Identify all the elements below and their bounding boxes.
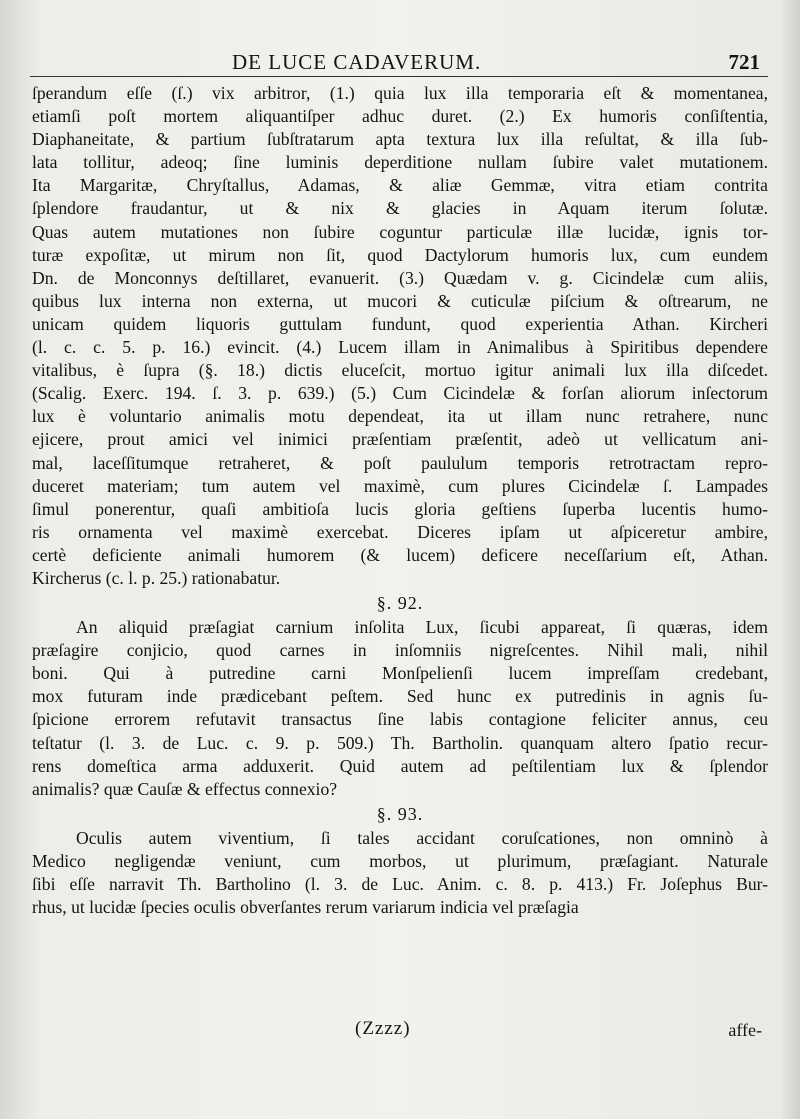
text-line: ejicere, prout amici vel inimici præſentiam præſentit, adeò ut vellicatum ani- bbox=[32, 429, 768, 450]
text-line: An aliquid præſagiat carnium inſolita Lux, ſicubi appareat, ſi quæras, idem bbox=[76, 617, 768, 638]
text-line: Ita Margaritæ, Chryſtallus, Adamas, & aliæ Gemmæ, vitra etiam contrita bbox=[32, 175, 768, 196]
text-line: rhus, ut lucidæ ſpecies oculis obverſantes rerum variarum indicia vel præſagia bbox=[32, 897, 579, 918]
text-line: ris ornamenta vel maximè exercebat. Diceres ipſam ut aſpiceretur ambire, bbox=[32, 521, 768, 542]
text-line: boni. Qui à putredine carni Monſpelienſi lucem impreſſam credebant, bbox=[32, 663, 768, 684]
text-line: lata tollitur, adeoq; ſine luminis deperditione nullam ſubire valet mutationem. bbox=[32, 152, 768, 173]
signature-mark: (Zzzz) bbox=[355, 1018, 411, 1039]
header-rule bbox=[30, 76, 768, 77]
text-line: ſpicione errorem refutavit transactus ſine labis contagione feliciter annus, ceu bbox=[32, 709, 768, 730]
text-line: Quas autem mutationes non ſubire coguntur particulæ illæ lucidæ, ignis tor- bbox=[32, 221, 768, 242]
section-heading: §. 93. bbox=[376, 803, 424, 824]
page-number: 721 bbox=[728, 50, 760, 74]
paragraph-p3 bbox=[32, 801, 768, 919]
text-line: unicam quidem liquoris guttulam fundunt, quod experientia Athan. Kircheri bbox=[32, 313, 768, 334]
text-line: certè deficiente animali humorem (& lucem) deficere neceſſarium eſt, Athan. bbox=[32, 544, 768, 565]
body-text bbox=[32, 82, 768, 919]
text-line: rens domeſtica arma adduxerit. Quid autem ad peſtilentiam lux & ſplendor bbox=[32, 755, 768, 776]
text-line: Dn. de Monconnys deſtillaret, evanuerit. (3.) Quædam v. g. Cicindelæ cum aliis, bbox=[32, 267, 768, 288]
text-line: quibus lux interna non externa, ut mucori & cuticulæ piſcium & oſtrearum, ne bbox=[32, 290, 768, 311]
paragraph-p2 bbox=[32, 590, 768, 801]
text-line: teſtatur (l. 3. de Luc. c. 9. p. 509.) Th. Bartholin. quanquam altero ſpatio recur- bbox=[32, 732, 768, 753]
text-line: etiamſi poſt mortem aliquantiſper adhuc duret. (2.) Ex humoris conſiſtentia, bbox=[32, 106, 768, 127]
text-line: (Scalig. Exerc. 194. ſ. 3. p. 639.) (5.) Cum Cicindelæ & forſan aliorum inſectorum bbox=[32, 383, 768, 404]
text-line: lux è voluntario animalis motu dependeat, ita ut illam nunc retrahere, nunc bbox=[32, 406, 768, 427]
text-line: ſimul ponerentur, quaſi ambitioſa lucis gloria geſtiens ſuperba lucentis humo- bbox=[32, 498, 768, 519]
running-title: DE LUCE CADAVERUM. bbox=[232, 50, 482, 74]
text-line: vitalibus, è ſupra (§. 18.) dictis eluceſcit, mortuo igitur animali lux illa diſcedet. bbox=[32, 360, 768, 381]
text-line: ſplendore fraudantur, ut & nix & glacies in Aquam iterum ſolutæ. bbox=[32, 198, 768, 219]
text-line: Diaphaneitate, & partium ſubſtratarum apta textura lux illa reſultat, & illa ſub- bbox=[32, 129, 768, 150]
paragraph-p1 bbox=[32, 82, 768, 590]
text-line: ſperandum eſſe (ſ.) vix arbitror, (1.) quia lux illa temporaria eſt & momentanea, bbox=[32, 83, 768, 103]
text-line: turæ expoſitæ, ut mirum non ſit, quod Dactylorum humoris lux, cum eundem bbox=[32, 244, 768, 265]
text-line: ſibi eſſe narravit Th. Bartholino (l. 3. de Luc. Anim. c. 8. p. 413.) Fr. Joſephus Bur- bbox=[32, 874, 768, 894]
text-line: Medico negligendæ veniunt, cum morbos, ut plurimum, præſagiant. Naturale bbox=[32, 850, 768, 871]
text-line: Kircherus (c. l. p. 25.) rationabatur. bbox=[32, 567, 281, 588]
section-heading: §. 92. bbox=[376, 593, 424, 614]
text-line: animalis? quæ Cauſæ & effectus connexio? bbox=[32, 778, 338, 799]
text-line: præſagire conjicio, quod carnes in inſomniis nigreſcentes. Nihil mali, nihil bbox=[32, 640, 768, 661]
text-line: mox futuram inde prædicebant peſtem. Sed hunc ex putredinis in agnis ſu- bbox=[32, 686, 768, 707]
catchword: affe- bbox=[728, 1020, 762, 1040]
text-line: duceret materiam; tum autem vel maximè, cum plures Cicindelæ ſ. Lampades bbox=[32, 475, 768, 496]
text-line: mal, laceſſitumque retraheret, & poſt paululum temporis retrotractam repro- bbox=[32, 452, 768, 473]
text-line: (l. c. c. 5. p. 16.) evincit. (4.) Lucem illam in Animalibus à Spiritibus dependere bbox=[32, 337, 768, 358]
text-line: Oculis autem viventium, ſi tales accidant coruſcationes, non omninò à bbox=[76, 827, 768, 848]
running-head bbox=[0, 44, 800, 78]
